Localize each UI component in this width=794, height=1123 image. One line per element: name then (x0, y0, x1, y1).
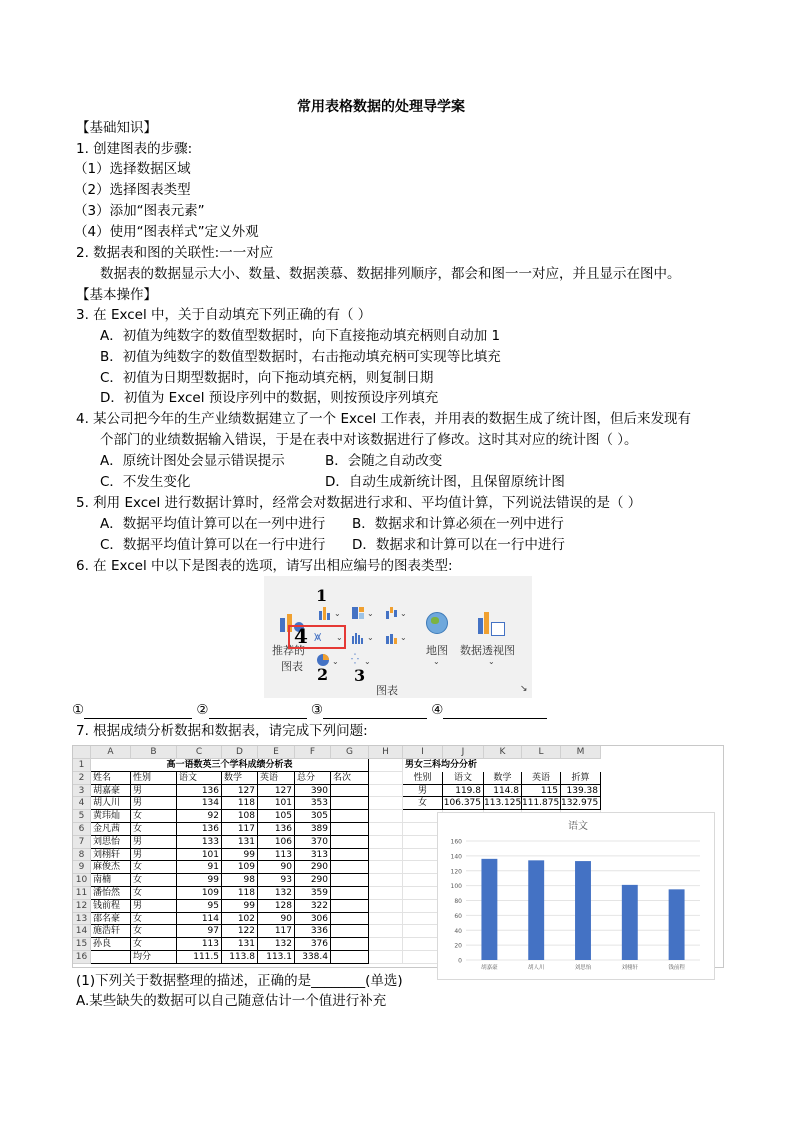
sheet-cell[interactable] (369, 810, 403, 823)
table-cell[interactable] (331, 849, 369, 862)
summary-cell[interactable]: 132.975 (561, 797, 601, 810)
bar[interactable] (669, 889, 685, 960)
table-cell[interactable]: 136 (177, 823, 222, 836)
section-ops: 【基本操作】 (76, 287, 157, 303)
sheet-cell[interactable] (369, 861, 403, 874)
row-header[interactable]: 10 (73, 874, 91, 887)
table-cell[interactable]: 111.5 (177, 951, 222, 964)
page-title: 常用表格数据的处理导学案 (297, 99, 465, 115)
table-cell[interactable]: 128 (258, 900, 295, 913)
q5-option-d: D．数据求和计算可以在一行中进行 (352, 537, 565, 553)
sheet-cell[interactable] (369, 849, 403, 862)
line-chart-icon[interactable]: ⩙ (314, 630, 322, 645)
q6-text: 6. 在 Excel 中以下是图表的选项，请写出相应编号的图表类型: (76, 558, 453, 574)
row-header[interactable]: 2 (73, 772, 91, 785)
q2-text: 2. 数据表和图的关联性:一一对应 (76, 245, 274, 261)
table-cell[interactable]: 290 (295, 861, 331, 874)
table-cell[interactable] (331, 836, 369, 849)
q1-text: 1. 创建图表的步骤: (76, 141, 193, 157)
chevron-down-icon[interactable]: ⌄ (364, 657, 371, 666)
sheet-cell[interactable] (369, 785, 403, 798)
chevron-down-icon[interactable]: ⌄ (367, 633, 374, 642)
table-cell[interactable]: 389 (295, 823, 331, 836)
sheet-cell[interactable] (369, 951, 403, 964)
table-cell[interactable] (331, 785, 369, 798)
summary-title-cell[interactable]: 男女三科均分分析 (403, 759, 601, 772)
table-cell[interactable] (331, 874, 369, 887)
spreadsheet-screenshot (72, 745, 724, 971)
table-cell[interactable]: 338.4 (295, 951, 331, 964)
bar[interactable] (481, 859, 497, 960)
q7-sub1: (1)下列关于数据整理的描述，正确的是________(单选) (76, 973, 403, 989)
q1-step: （3）添加“图表元素” (74, 203, 205, 219)
row-header[interactable]: 3 (73, 785, 91, 798)
chevron-down-icon[interactable]: ⌄ (367, 609, 374, 618)
table-cell[interactable]: 99 (222, 849, 258, 862)
column-header[interactable]: A (91, 746, 131, 759)
table-cell[interactable]: 306 (295, 913, 331, 926)
column-header[interactable]: L (522, 746, 561, 759)
table-cell[interactable]: 99 (177, 874, 222, 887)
table-cell[interactable]: 101 (258, 797, 295, 810)
bar[interactable] (575, 861, 591, 960)
table-cell[interactable]: 黄玮灿 (91, 810, 131, 823)
recommended-charts-label-2: 图表 (281, 660, 303, 673)
summary-cell[interactable]: 114.8 (484, 785, 522, 798)
table-cell[interactable] (331, 900, 369, 913)
chevron-down-icon[interactable]: ⌄ (400, 633, 407, 642)
table-header-cell[interactable]: 英语 (258, 772, 295, 785)
table-cell[interactable]: 102 (222, 913, 258, 926)
q5-option-b: B．数据求和计算必须在一列中进行 (352, 516, 564, 532)
table-cell[interactable]: 91 (177, 861, 222, 874)
table-cell[interactable]: 113 (177, 938, 222, 951)
table-cell[interactable]: 313 (295, 849, 331, 862)
chart-group-label: 图表 (376, 684, 398, 697)
q3-text: 3. 在 Excel 中，关于自动填充下列正确的有（ ） (76, 307, 372, 323)
table-cell[interactable]: 女 (131, 938, 177, 951)
table-cell[interactable]: 男 (131, 785, 177, 798)
summary-cell[interactable]: 113.125 (484, 798, 522, 809)
row-header[interactable]: 12 (73, 900, 91, 913)
marker-number-3: 3 (354, 666, 366, 685)
chart-title: 语文 (568, 821, 588, 832)
pivot-chart-icon (476, 610, 504, 636)
table-cell[interactable] (331, 797, 369, 810)
table-cell[interactable] (331, 913, 369, 926)
y-tick-label: 40 (454, 927, 462, 935)
table-cell[interactable]: 108 (222, 810, 258, 823)
row-header[interactable]: 15 (73, 938, 91, 951)
table-cell[interactable]: 金凡茜 (91, 823, 131, 836)
table-cell[interactable]: 131 (222, 836, 258, 849)
table-cell[interactable]: 均分 (131, 951, 177, 964)
table-cell[interactable]: 男 (131, 849, 177, 862)
table-cell[interactable] (331, 938, 369, 951)
section-basic: 【基础知识】 (76, 120, 157, 136)
q7-sub1-option-a: A.某些缺失的数据可以自己随意估计一个值进行补充 (76, 993, 387, 1009)
summary-cell[interactable]: 111.875 (522, 798, 560, 809)
q5-text: 5. 利用 Excel 进行数据计算时，经常会对数据进行求和、平均值计算，下列说法错误的是（ ） (76, 495, 642, 511)
table-cell[interactable]: 男 (131, 797, 177, 810)
table-cell[interactable]: 118 (222, 797, 258, 810)
table-header-cell[interactable]: 名次 (331, 772, 369, 785)
table-cell[interactable]: 93 (258, 874, 295, 887)
table-cell[interactable]: 女 (131, 874, 177, 887)
table-cell[interactable]: 109 (222, 861, 258, 874)
table-cell[interactable]: 97 (177, 925, 222, 938)
y-tick-label: 60 (454, 912, 462, 920)
table-cell[interactable]: 109 (177, 887, 222, 900)
table-cell[interactable]: 376 (295, 938, 331, 951)
column-header[interactable]: M (561, 746, 601, 759)
table-cell[interactable]: 男 (131, 836, 177, 849)
sheet-cell[interactable] (369, 836, 403, 849)
q1-step: （4）使用“图表样式”定义外观 (74, 224, 259, 240)
row-header[interactable]: 8 (73, 849, 91, 862)
q3-option: D．初值为 Excel 预设序列中的数据，则按预设序列填充 (100, 390, 439, 406)
sheet-cell[interactable] (369, 913, 403, 926)
table-cell[interactable]: 117 (222, 823, 258, 836)
table-cell[interactable] (331, 925, 369, 938)
table-cell[interactable] (331, 810, 369, 823)
y-tick-label: 80 (454, 898, 462, 905)
q4-option-b: B．会随之自动改变 (325, 453, 443, 469)
waterfall-chart-icon[interactable] (386, 607, 398, 619)
select-all-corner[interactable] (73, 746, 91, 759)
column-header[interactable]: F (295, 746, 331, 759)
globe-icon (426, 612, 448, 634)
summary-cell[interactable]: 106.375 (443, 797, 484, 810)
column-header[interactable]: H (369, 746, 403, 759)
scatter-chart-icon[interactable]: ⁛ (351, 654, 359, 665)
table-header-cell[interactable]: 总分 (295, 772, 331, 785)
table-cell[interactable]: 女 (131, 861, 177, 874)
table-cell[interactable]: 90 (258, 913, 295, 926)
x-tick-label: 胡人川 (527, 965, 545, 971)
y-tick-label: 0 (458, 957, 462, 965)
q4-line2: 个部门的业绩数据输入错误，于是在表中对该数据进行了修改。这时其对应的统计图（ ）。 (100, 432, 638, 448)
table-cell[interactable]: 刘思怡 (91, 836, 131, 849)
x-tick-label: 钱前程 (668, 965, 685, 971)
row-header[interactable]: 6 (73, 823, 91, 836)
table-cell[interactable]: 133 (177, 836, 222, 849)
table-cell[interactable]: 118 (222, 887, 258, 900)
table-cell[interactable] (91, 951, 131, 964)
chevron-down-icon[interactable]: ⌄ (334, 609, 341, 618)
excel-chart-ribbon (264, 576, 532, 698)
table-cell[interactable]: 390 (295, 785, 331, 798)
row-header[interactable]: 1 (73, 759, 91, 772)
table-cell[interactable]: 136 (177, 785, 222, 798)
table-cell[interactable] (331, 951, 369, 964)
table-cell[interactable]: 127 (258, 785, 295, 798)
column-header[interactable]: G (331, 746, 369, 759)
table-cell[interactable]: 南楠 (91, 874, 131, 887)
chart-panel (437, 812, 715, 980)
map-label[interactable]: 地图 (426, 644, 448, 657)
summary-cell[interactable]: 119.8 (443, 785, 484, 798)
table-cell[interactable]: 90 (258, 861, 295, 874)
summary-cell[interactable]: 女 (403, 797, 443, 810)
recommended-charts-label[interactable]: 推荐的 (272, 644, 305, 657)
table-cell[interactable]: 105 (258, 810, 295, 823)
table-cell[interactable]: 女 (131, 925, 177, 938)
sheet-cell[interactable] (369, 772, 403, 785)
summary-cell[interactable]: 115 (522, 785, 561, 798)
table-cell[interactable]: 290 (295, 874, 331, 887)
table-cell[interactable]: 113.8 (222, 951, 258, 964)
row-header[interactable]: 14 (73, 925, 91, 938)
table-cell[interactable]: 胡人川 (91, 797, 131, 810)
q4-line1: 4. 某公司把今年的生产业绩数据建立了一个 Excel 工作表，并用表的数据生成了统计图，但后来发现有 (76, 411, 692, 427)
table-cell[interactable]: 134 (177, 797, 222, 810)
bar-stat-chart-icon[interactable] (352, 632, 364, 644)
table-cell[interactable]: 女 (131, 913, 177, 926)
row-header[interactable]: 9 (73, 861, 91, 874)
table-header-cell[interactable]: 数学 (222, 772, 258, 785)
marker-number-4: 4 (294, 624, 308, 648)
bar[interactable] (622, 885, 638, 960)
q3-option: B．初值为纯数字的数值型数据时，右击拖动填充柄可实现等比填充 (100, 349, 501, 365)
column-header[interactable]: I (403, 746, 443, 759)
column-header[interactable]: E (258, 746, 295, 759)
table-cell[interactable]: 施浩轩 (91, 925, 131, 938)
blank-label: ④ (431, 702, 444, 718)
chevron-down-icon[interactable]: ⌄ (488, 657, 495, 666)
q1-step: （1）选择数据区域 (74, 161, 191, 177)
table-cell[interactable]: 113 (258, 849, 295, 862)
summary-header-cell[interactable]: 性别 (403, 772, 443, 785)
q7-text: 7. 根据成绩分析数据和数据表，请完成下列问题: (76, 723, 368, 739)
q1-step: （2）选择图表类型 (74, 182, 191, 198)
table-cell[interactable]: 98 (222, 874, 258, 887)
column-chart-icon[interactable] (318, 606, 332, 620)
table-cell[interactable]: 353 (295, 797, 331, 810)
sheet-cell[interactable] (369, 759, 403, 772)
table-cell[interactable]: 刘栩轩 (91, 849, 131, 862)
sheet-cell[interactable] (369, 874, 403, 887)
q3-option: A．初值为纯数字的数值型数据时，向下直接拖动填充柄则自动加 1 (100, 328, 501, 344)
table-header-cell[interactable]: 语文 (177, 772, 222, 785)
summary-header-cell[interactable]: 折算 (561, 772, 601, 785)
chevron-down-icon[interactable]: ⌄ (332, 657, 339, 666)
q5-option-c: C．数据平均值计算可以在一行中进行 (100, 537, 326, 553)
q4-option-d: D．自动生成新统计图，且保留原统计图 (325, 474, 565, 490)
table-header-cell[interactable]: 性别 (131, 772, 177, 785)
column-header[interactable]: C (177, 746, 222, 759)
y-tick-label: 100 (450, 883, 462, 891)
table-cell[interactable]: 95 (177, 900, 222, 913)
table-cell[interactable]: 胡嘉豪 (91, 785, 131, 798)
table-cell[interactable]: 孙良 (91, 938, 131, 951)
summary-header-cell[interactable]: 语文 (443, 772, 484, 785)
x-tick-label: 刘栩轩 (621, 965, 639, 971)
table-cell[interactable]: 92 (177, 810, 222, 823)
blank-label: ① (72, 702, 85, 718)
table-cell[interactable]: 女 (131, 887, 177, 900)
answer-blank-2[interactable] (209, 704, 307, 719)
table-cell[interactable]: 钱前程 (91, 900, 131, 913)
chevron-down-icon[interactable]: ⌄ (400, 609, 407, 618)
q2-detail: 数据表的数据显示大小、数量、数据羡慕、数据排列顺序，都会和图一一对应，并且显示在图中。 (100, 266, 681, 282)
table-cell[interactable]: 106 (258, 836, 295, 849)
summary-cell[interactable]: 139.38 (561, 785, 601, 798)
row-header[interactable]: 11 (73, 887, 91, 900)
row-header[interactable]: 13 (73, 913, 91, 926)
summary-header-cell[interactable]: 英语 (522, 772, 561, 785)
sheet-cell[interactable] (369, 823, 403, 836)
table-title-cell[interactable]: 高一语数英三个学科成绩分析表 (91, 759, 369, 772)
sheet-cell[interactable] (369, 887, 403, 900)
answer-blank-1[interactable] (84, 704, 192, 719)
answer-blank-4[interactable] (443, 704, 547, 719)
dialog-launcher-icon[interactable]: ↘ (520, 684, 528, 694)
row-header[interactable]: 7 (73, 836, 91, 849)
column-header[interactable]: K (484, 746, 522, 759)
table-cell[interactable]: 370 (295, 836, 331, 849)
table-cell[interactable]: 305 (295, 810, 331, 823)
sheet-cell[interactable] (369, 925, 403, 938)
row-header[interactable]: 4 (73, 797, 91, 810)
table-cell[interactable]: 99 (222, 900, 258, 913)
table-cell[interactable]: 336 (295, 925, 331, 938)
q5-option-a: A．数据平均值计算可以在一列中进行 (100, 516, 326, 532)
table-cell[interactable]: 114 (177, 913, 222, 926)
blank-label: ③ (310, 702, 323, 718)
x-tick-label: 刘思怡 (574, 965, 592, 971)
table-cell[interactable]: 359 (295, 887, 331, 900)
y-tick-label: 140 (450, 853, 462, 861)
q4-option-a: A．原统计图处会显示错误提示 (100, 453, 285, 469)
summary-cell[interactable]: 男 (403, 785, 443, 798)
table-cell[interactable] (331, 823, 369, 836)
column-header[interactable]: J (443, 746, 484, 759)
combo-chart-icon[interactable] (386, 632, 398, 644)
chevron-down-icon[interactable]: ⌄ (336, 633, 343, 642)
table-cell[interactable]: 127 (222, 785, 258, 798)
sheet-cell[interactable] (369, 938, 403, 951)
table-cell[interactable]: 男 (131, 900, 177, 913)
hierarchy-chart-icon[interactable] (352, 607, 364, 619)
table-cell[interactable] (331, 887, 369, 900)
y-tick-label: 120 (450, 868, 462, 876)
table-header-cell[interactable]: 姓名 (91, 772, 131, 785)
marker-number-2: 2 (317, 665, 329, 684)
row-header[interactable]: 16 (73, 951, 91, 964)
table-cell[interactable]: 女 (131, 810, 177, 823)
y-tick-label: 20 (454, 942, 462, 950)
q4-option-c: C．不发生变化 (100, 474, 191, 490)
table-cell[interactable] (331, 861, 369, 874)
column-header[interactable]: D (222, 746, 258, 759)
blank-label: ② (196, 702, 209, 718)
x-tick-label: 胡嘉豪 (481, 965, 498, 971)
table-cell[interactable]: 麻俊杰 (91, 861, 131, 874)
table-cell[interactable]: 邵名豪 (91, 913, 131, 926)
table-cell[interactable]: 122 (222, 925, 258, 938)
column-header[interactable]: B (131, 746, 177, 759)
table-cell[interactable]: 136 (258, 823, 295, 836)
table-cell[interactable]: 113.1 (258, 951, 295, 964)
answer-blank-3[interactable] (323, 704, 427, 719)
bar[interactable] (528, 860, 544, 960)
table-cell[interactable]: 101 (177, 849, 222, 862)
q6-answer-blanks (72, 701, 547, 719)
table-cell[interactable]: 117 (258, 925, 295, 938)
table-cell[interactable]: 132 (258, 887, 295, 900)
marker-number-1: 1 (316, 586, 328, 605)
row-header[interactable]: 5 (73, 810, 91, 823)
bar-chart (438, 813, 714, 979)
y-tick-label: 160 (450, 838, 462, 846)
chevron-down-icon[interactable]: ⌄ (433, 657, 440, 666)
sheet-cell[interactable] (369, 900, 403, 913)
pivot-chart-label[interactable]: 数据透视图 (460, 644, 515, 657)
table-cell[interactable]: 322 (295, 900, 331, 913)
table-cell[interactable]: 女 (131, 823, 177, 836)
q3-option: C．初值为日期型数据时，向下拖动填充柄，则复制日期 (100, 370, 434, 386)
summary-header-cell[interactable]: 数学 (484, 772, 522, 785)
table-cell[interactable]: 潘怡然 (91, 887, 131, 900)
sheet-cell[interactable] (369, 797, 403, 810)
table-cell[interactable]: 132 (258, 938, 295, 951)
table-cell[interactable]: 131 (222, 938, 258, 951)
